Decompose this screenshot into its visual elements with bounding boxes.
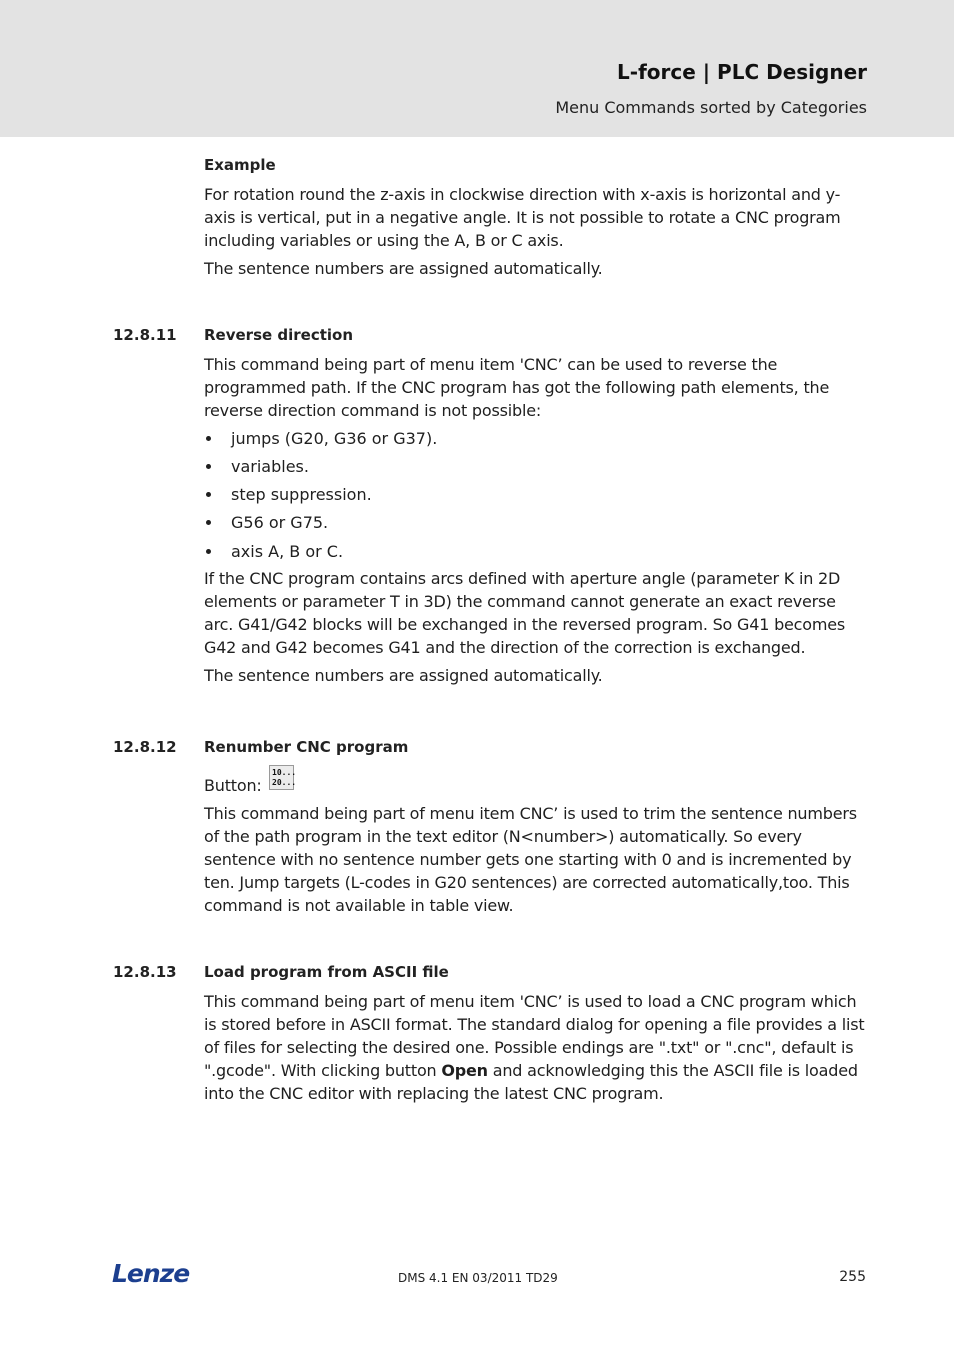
section-number-reverse: 12.8.11 (113, 326, 177, 344)
reverse-intro: This command being part of menu item 'CNC’ can be used to reverse the programmed path. If the CNC program has got the following path elements, the reverse direction command is not possible: (204, 355, 830, 420)
page-header (0, 0, 954, 137)
example-heading: Example (204, 156, 276, 174)
renumber-heading: Renumber CNC program (204, 738, 409, 756)
button-label: Button: (204, 776, 262, 795)
list-item-text: axis A, B or C. (231, 542, 344, 561)
bullet-icon (206, 436, 211, 441)
section-number-renumber: 12.8.12 (113, 738, 177, 756)
reverse-arcs-paragraph: If the CNC program contains arcs defined with aperture angle (parameter K in 2D elements or parameter T in 3D) the command cannot generate an exact reverse arc. G41/G42 blocks will be exchanged in the reversed program. So G41 becomes G42 and G42 becomes G41 and the direction of the correction is exchanged. (204, 569, 846, 657)
reverse-direction-heading: Reverse direction (204, 326, 354, 344)
list-item-text: step suppression. (231, 485, 372, 504)
bullet-icon (206, 549, 211, 554)
list-item-text: variables. (231, 457, 309, 476)
renumber-icon-line1: 10... (272, 768, 297, 777)
manual-title: L-force | PLC Designer (617, 60, 867, 84)
reverse-numbers-note: The sentence numbers are assigned automatically. (204, 666, 603, 685)
bullet-icon (206, 492, 211, 497)
load-text-after: and acknowledging this the ASCII file is loaded into the CNC editor with replacing the latest CNC program. (204, 1061, 858, 1103)
load-program-heading: Load program from ASCII file (204, 963, 449, 981)
chapter-subtitle: Menu Commands sorted by Categories (555, 98, 867, 117)
open-keyword: Open (441, 1061, 488, 1080)
bullet-icon (206, 520, 211, 525)
renumber-icon-line2: 20... (272, 778, 297, 787)
list-item-text: jumps (G20, G36 or G37). (231, 429, 438, 448)
load-text-before: This command being part of menu item 'CNC’ is used to load a CNC program which is stored before in ASCII format. The standard dialog for opening a file provides a list of files for selecting the desired one. Possible endings are ".txt" or ".cnc", default is ".gcode". With clicking button (204, 992, 865, 1080)
renumber-paragraph: This command being part of menu item CNC’ is used to trim the sentence numbers of the path program in the text editor (N<number>) automatically. So every sentence with no sentence number gets one starting with 0 and is incremented by ten. Jump targets (L-codes in G20 sentences) are corrected automatically,too. This command is not available in table view. (204, 804, 857, 915)
bullet-icon (206, 464, 211, 469)
renumber-icon[interactable] (269, 765, 297, 790)
document-id: DMS 4.1 EN 03/2011 TD29 (398, 1271, 558, 1285)
page-number: 255 (839, 1269, 866, 1285)
example-numbers-note: The sentence numbers are assigned automatically. (204, 259, 603, 278)
list-item-text: G56 or G75. (231, 513, 329, 532)
load-program-paragraph (204, 990, 868, 1105)
example-paragraph: For rotation round the z-axis in clockwise direction with x-axis is horizontal and y-axis is vertical, put in a negative angle. It is not possible to rotate a CNC program including variables or using the A, B or C axis. (204, 185, 841, 250)
lenze-logo: Lenze (112, 1259, 190, 1288)
section-number-load: 12.8.13 (113, 963, 177, 981)
